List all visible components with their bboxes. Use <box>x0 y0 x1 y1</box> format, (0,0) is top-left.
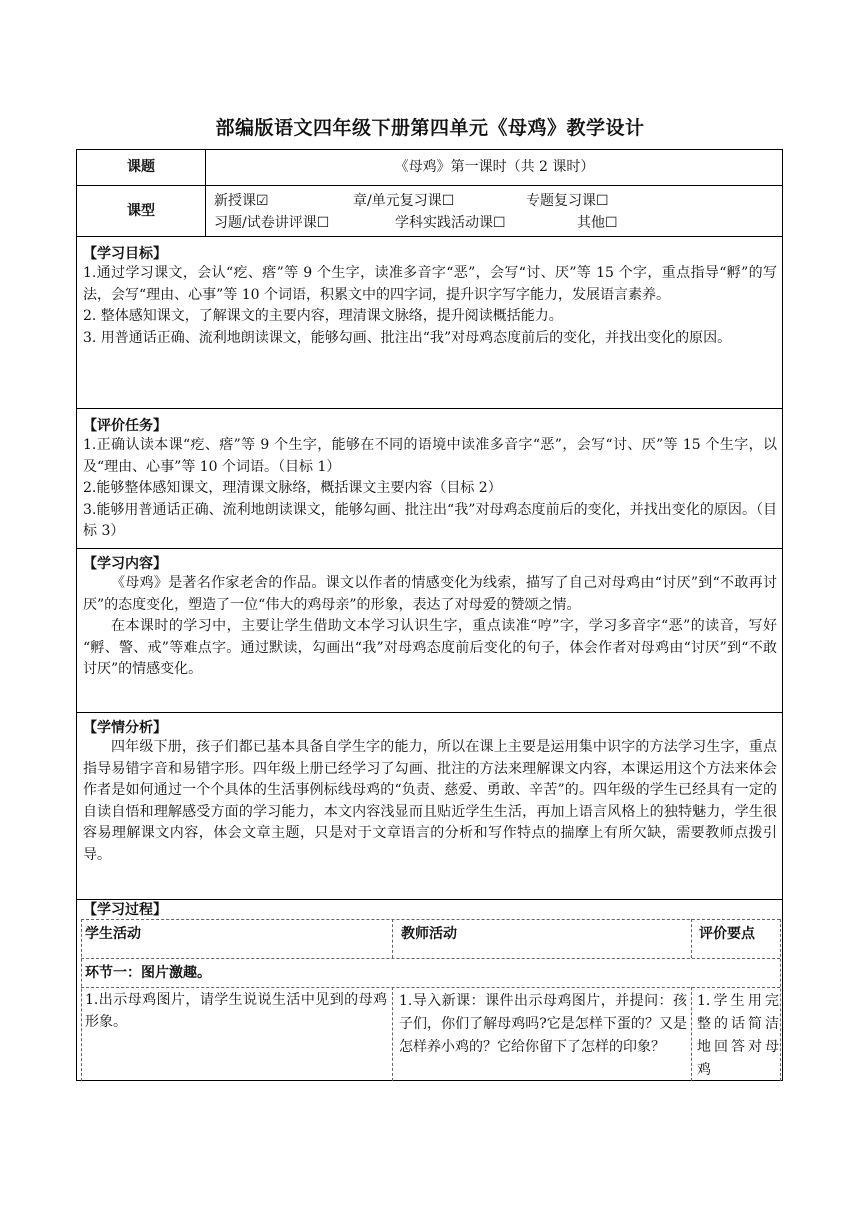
option-topic-review[interactable]: 专题复习课☐ <box>526 193 609 209</box>
process-grid-line <box>780 919 781 1081</box>
assessment-task-item: 1.正确认读本课“疙、瘩”等 9 个生字，能够在不同的语境中读准多音字“恶”，会写“讨、厌”等 15 个生字，以及“理由、心事”等 10 个词语。（目标 1） <box>83 437 777 475</box>
option-other[interactable]: 其他☐ <box>577 215 618 231</box>
learning-goals-section <box>83 243 777 349</box>
assessment-task-item: 2.能够整体感知课文，理清课文脉络，概括课文主要内容（目标 2） <box>83 480 502 497</box>
process-grid-line <box>81 919 82 1081</box>
column-teacher-activity: 教师活动 <box>401 926 457 942</box>
learner-analysis-section <box>83 717 777 867</box>
lesson-type-label: 课型 <box>127 203 155 219</box>
row-divider <box>77 236 782 237</box>
column-evaluation-points: 评价要点 <box>699 926 755 942</box>
process-grid-line <box>81 987 780 988</box>
row-divider <box>77 548 782 549</box>
process-grid-line <box>392 987 393 1081</box>
learning-process-heading: 【学习过程】 <box>83 902 167 918</box>
document-title: 部编版语文四年级下册第四单元《母鸡》教学设计 <box>215 117 645 139</box>
learning-goal-item: 2. 整体感知课文，了解课文的主要内容，理清课文脉络，提升阅读概括能力。 <box>83 308 563 325</box>
row-divider <box>77 712 782 713</box>
teacher-activity-cell: 1.导入新课：课件出示母鸡图片，并提问：孩子们，你们了解母鸡吗?它是怎样下蛋的？又是怎样养小鸡的？它给你留下了怎样的印象？ <box>399 993 687 1055</box>
learner-analysis-heading: 【学情分析】 <box>83 720 167 736</box>
topic-value: 《母鸡》第一课时（共 2 课时） <box>394 159 595 175</box>
learning-goal-item: 3. 用普通话正确、流利地朗读课文，能够勾画、批注出“我”对母鸡态度前后的变化，并找出变化的原因。 <box>83 329 732 346</box>
learning-content-section <box>83 553 777 681</box>
student-activity-cell: 1.出示母鸡图片，请学生说说生活中见到的母鸡形象。 <box>85 992 387 1030</box>
learning-goal-item: 1.通过学习课文，会认“疙、瘩”等 9 个生字，读准多音字“恶”，会写“讨、厌”等 15 个字，重点指导“孵”的写法，会写“理由、心事”等 10 个词语，积累文中的四字词，提升识字写字能力，发展语言素养。 <box>83 265 777 303</box>
stage-1-heading: 环节一：图片激趣。 <box>85 965 211 981</box>
topic-label: 课题 <box>127 159 155 175</box>
learning-content-paragraph: 在本课时的学习中，主要让学生借助文本学习认识生字，重点读准“哼”字，学习多音字“恶”的读音，写好 “孵、警、戒”等难点字。通过默读，勾画出“我”对母鸡态度前后变化的句子，体会作者对母鸡由“讨厌”到“不敢讨厌”的情感变化。 <box>83 618 777 678</box>
process-grid-line <box>691 987 692 1081</box>
row-divider <box>77 408 782 409</box>
assessment-tasks-heading: 【评价任务】 <box>83 418 167 434</box>
process-grid-line <box>392 919 393 958</box>
option-practice-activity[interactable]: 学科实践活动课☐ <box>395 215 506 231</box>
assessment-tasks-section <box>83 415 777 543</box>
learning-content-paragraph: 《母鸡》是著名作家老舍的作品。课文以作者的情感变化为线索，描写了自己对母鸡由“讨厌”到“不敢再讨厌”的态度变化，塑造了一位“伟大的鸡母亲”的形象，表达了对母爱的赞颂之情。 <box>83 575 777 613</box>
assessment-task-item: 3.能够用普通话正确、流利地朗读课文，能够勾画、批注出“我”对母鸡态度前后的变化，并找出变化的原因。（目标 3） <box>83 501 777 540</box>
process-grid-line <box>81 958 780 959</box>
option-unit-review[interactable]: 章/单元复习课☐ <box>353 193 455 209</box>
lesson-plan-table <box>76 149 783 1081</box>
learning-content-heading: 【学习内容】 <box>83 556 167 572</box>
learner-analysis-paragraph: 四年级下册，孩子们都已基本具备自学生字的能力，所以在课上主要是运用集中识字的方法学习生字，重点指导易错字音和易错字形。四年级上册已经学习了勾画、批注的方法来理解课文内容，本课运用这个方法来体会作者是如何通过一个个具体的生活事例标线母鸡的“负责、慈爱、勇敢、辛苦”的。四年级的学生已经具有一定的自读自悟和理解感受方面的学习能力，本文内容浅显而且贴近学生生活，再加上语言风格上的独特魅力，学生很容易理解课文内容，体会文章主题，只是对于文章语言的分析和写作特点的揣摩上有所欠缺，需要教师点拨引导。 <box>83 739 777 863</box>
learning-goals-heading: 【学习目标】 <box>83 246 167 262</box>
column-student-activity: 学生活动 <box>85 926 141 942</box>
option-new-lesson[interactable]: 新授课☑ <box>214 193 269 209</box>
process-grid-line <box>691 919 692 958</box>
evaluation-cell: 1.学生用完整的话简洁地回答对母鸡 <box>697 993 779 1078</box>
process-grid-line <box>81 919 780 920</box>
option-exercise-review[interactable]: 习题/试卷讲评课☐ <box>214 215 330 231</box>
